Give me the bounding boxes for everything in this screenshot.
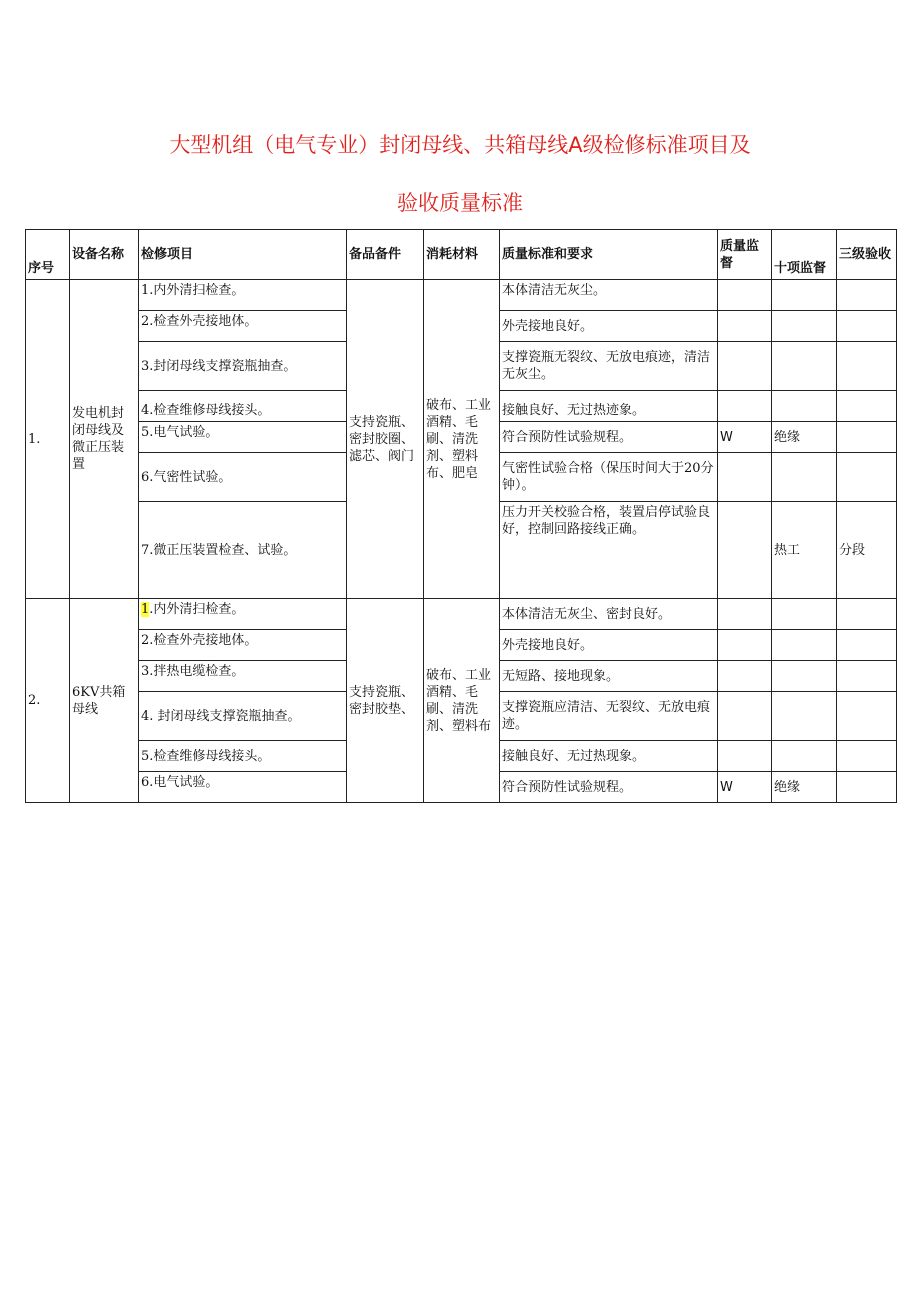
header-quality-supervision: 质量监督 [718, 230, 772, 280]
row-item: 4.检查维修母线接头。 [139, 391, 347, 422]
row-standard: 支撑瓷瓶应清洁、无裂纹、无放电痕迹。 [500, 692, 718, 741]
row-standard: 接触良好、无过热迹象。 [500, 391, 718, 422]
row-device: 发电机封闭母线及微正压装置 [70, 280, 139, 599]
row-three-level [837, 280, 897, 311]
row-standard: 符合预防性试验规程。 [500, 422, 718, 453]
row-quality-supervision [718, 342, 772, 391]
header-device: 设备名称 [70, 230, 139, 280]
row-quality-supervision [718, 502, 772, 599]
row-standard: 无短路、接地现象。 [500, 661, 718, 692]
row-item: 3.封闭母线支撑瓷瓶抽查。 [139, 342, 347, 391]
header-spares: 备品备件 [347, 230, 424, 280]
row-standard: 外壳接地良好。 [500, 311, 718, 342]
row-quality-supervision [718, 391, 772, 422]
row-ten-supervision [772, 741, 837, 772]
row-ten-supervision [772, 453, 837, 502]
row-item: 3.拌热电缆检查。 [139, 661, 347, 692]
row-ten-supervision: 绝缘 [772, 772, 837, 803]
document-title-line1: 大型机组（电气专业）封闭母线、共箱母线A级检修标准项目及 [169, 133, 751, 157]
row-item: 6.电气试验。 [139, 772, 347, 803]
row-three-level [837, 692, 897, 741]
row-three-level: 分段 [837, 502, 897, 599]
row-ten-supervision [772, 280, 837, 311]
row-ten-supervision [772, 599, 837, 630]
row-three-level [837, 630, 897, 661]
row-quality-supervision [718, 692, 772, 741]
header-no: 序号 [26, 230, 70, 280]
row-three-level [837, 599, 897, 630]
row-ten-supervision [772, 342, 837, 391]
row-quality-supervision [718, 599, 772, 630]
row-quality-supervision [718, 661, 772, 692]
row-quality-supervision: W [718, 772, 772, 803]
row-standard: 气密性试验合格（保压时间大于20分钟）。 [500, 453, 718, 502]
row-ten-supervision [772, 311, 837, 342]
row-item: 7.微正压装置检查、试验。 [139, 502, 347, 599]
row-standard: 外壳接地良好。 [500, 630, 718, 661]
row-item: 1.内外清扫检查。 [139, 280, 347, 311]
row-consumables: 破布、工业酒精、毛刷、清洗剂、塑料布、肥皂 [424, 280, 500, 599]
header-three-level-acceptance: 三级验收 [837, 230, 897, 280]
table-header-row [26, 230, 897, 280]
row-three-level [837, 342, 897, 391]
standards-table [25, 229, 897, 803]
row-quality-supervision [718, 630, 772, 661]
row-three-level [837, 391, 897, 422]
row-item-text: .内外清扫检查。 [149, 602, 245, 617]
row-item [139, 599, 347, 630]
row-quality-supervision [718, 280, 772, 311]
row-no: 1. [26, 280, 70, 599]
row-standard: 压力开关校验合格，装置启停试验良好，控制回路接线正确。 [500, 502, 718, 599]
row-item: 5.检查维修母线接头。 [139, 741, 347, 772]
row-standard: 符合预防性试验规程。 [500, 772, 718, 803]
row-standard: 本体清洁无灰尘。 [500, 280, 718, 311]
header-consumables: 消耗材料 [424, 230, 500, 280]
highlighted-number: 1 [141, 602, 150, 617]
table-row [26, 280, 897, 311]
row-three-level [837, 741, 897, 772]
row-ten-supervision [772, 692, 837, 741]
header-item: 检修项目 [139, 230, 347, 280]
row-item: 4. 封闭母线支撑瓷瓶抽查。 [139, 692, 347, 741]
row-standard: 接触良好、无过热现象。 [500, 741, 718, 772]
row-three-level [837, 311, 897, 342]
header-ten-supervision: 十项监督 [772, 230, 837, 280]
row-quality-supervision [718, 741, 772, 772]
row-spares: 支持瓷瓶、密封胶垫、 [347, 599, 424, 803]
row-spares: 支持瓷瓶、密封胶圈、滤芯、阀门 [347, 280, 424, 599]
row-three-level [837, 661, 897, 692]
row-three-level [837, 422, 897, 453]
row-three-level [837, 772, 897, 803]
row-consumables: 破布、工业酒精、毛刷、清洗剂、塑料布 [424, 599, 500, 803]
table-row [26, 599, 897, 630]
row-ten-supervision: 绝缘 [772, 422, 837, 453]
row-item: 6.气密性试验。 [139, 453, 347, 502]
row-item: 5.电气试验。 [139, 422, 347, 453]
row-quality-supervision [718, 453, 772, 502]
row-standard: 支撑瓷瓶无裂纹、无放电痕迹，清洁无灰尘。 [500, 342, 718, 391]
row-three-level [837, 453, 897, 502]
document-title-line2: 验收质量标准 [397, 191, 523, 215]
row-quality-supervision: W [718, 422, 772, 453]
row-item: 2.检查外壳接地体。 [139, 630, 347, 661]
row-ten-supervision [772, 391, 837, 422]
header-standard: 质量标准和要求 [500, 230, 718, 280]
row-ten-supervision [772, 630, 837, 661]
row-quality-supervision [718, 311, 772, 342]
row-ten-supervision [772, 661, 837, 692]
row-ten-supervision: 热工 [772, 502, 837, 599]
row-no: 2. [26, 599, 70, 803]
row-standard: 本体清洁无灰尘、密封良好。 [500, 599, 718, 630]
row-device: 6KV共箱母线 [70, 599, 139, 803]
row-item: 2.检查外壳接地体。 [139, 311, 347, 342]
